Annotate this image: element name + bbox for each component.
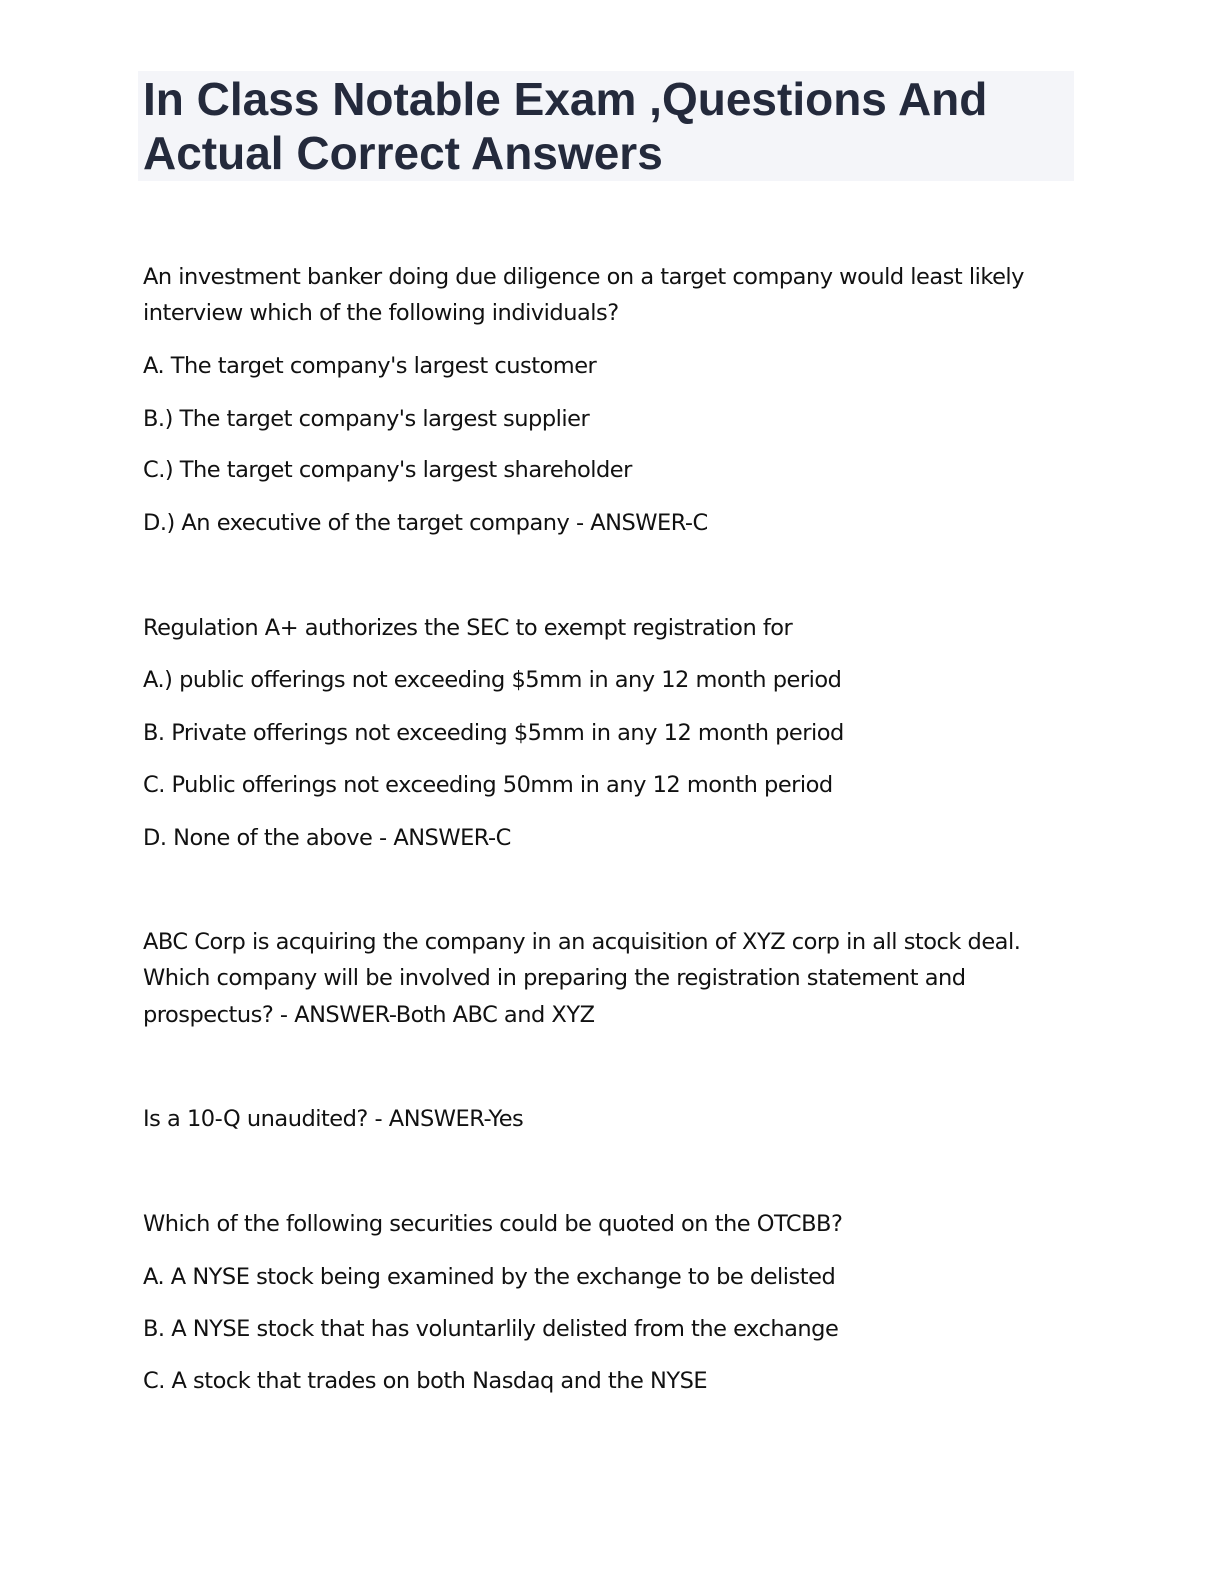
q3-line-3: prospectus? - ANSWER-Both ABC and XYZ bbox=[143, 1002, 595, 1028]
q3-line-1: ABC Corp is acquiring the company in an acquisition of XYZ corp in all stock deal. bbox=[143, 929, 1021, 955]
q1-stem-line-1: An investment banker doing due diligence on a target company would least likely bbox=[143, 264, 1025, 290]
q2-option-d: D. None of the above - ANSWER-C bbox=[143, 825, 511, 851]
q1-option-d: D.) An executive of the target company - ANSWER-C bbox=[143, 510, 708, 536]
q5-option-b: B. A NYSE stock that has voluntarlily delisted from the exchange bbox=[143, 1316, 839, 1342]
title-line-1: In Class Notable Exam ,Questions And bbox=[143, 73, 988, 125]
q1-option-b: B.) The target company's largest supplier bbox=[143, 406, 590, 432]
q5-option-a: A. A NYSE stock being examined by the exchange to be delisted bbox=[143, 1264, 836, 1290]
q2-option-a: A.) public offerings not exceeding $5mm in any 12 month period bbox=[143, 667, 842, 693]
q2-option-b: B. Private offerings not exceeding $5mm in any 12 month period bbox=[143, 720, 844, 746]
q2-option-c: C. Public offerings not exceeding 50mm in any 12 month period bbox=[143, 772, 833, 798]
document-title bbox=[143, 72, 1073, 180]
title-line-2: Actual Correct Answers bbox=[143, 127, 663, 179]
q1-option-c: C.) The target company's largest shareholder bbox=[143, 457, 632, 483]
q5-stem: Which of the following securities could be quoted on the OTCBB? bbox=[143, 1211, 843, 1237]
q1-option-a: A. The target company's largest customer bbox=[143, 353, 597, 379]
q1-stem-line-2: interview which of the following individuals? bbox=[143, 300, 619, 326]
q3-line-2: Which company will be involved in preparing the registration statement and bbox=[143, 965, 966, 991]
q5-option-c: C. A stock that trades on both Nasdaq and the NYSE bbox=[143, 1368, 708, 1394]
q2-stem: Regulation A+ authorizes the SEC to exempt registration for bbox=[143, 615, 793, 641]
q4-text: Is a 10-Q unaudited? - ANSWER-Yes bbox=[143, 1106, 524, 1132]
